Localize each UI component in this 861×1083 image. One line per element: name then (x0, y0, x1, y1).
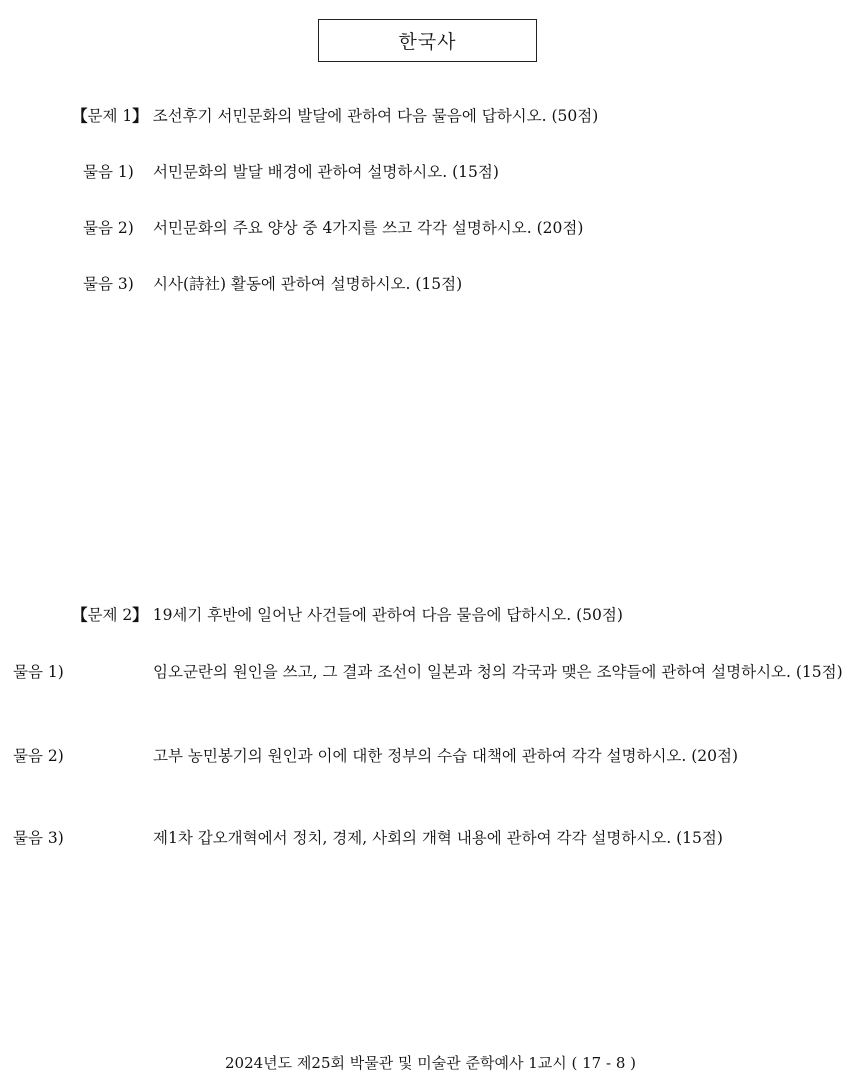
sub-text: 시사(詩社) 활동에 관하여 설명하시오. (15점) (153, 275, 463, 293)
question-2-heading (72, 605, 623, 625)
subject-title: 한국사 (398, 31, 457, 53)
sub-text: 제1차 갑오개혁에서 정치, 경제, 사회의 개혁 내용에 관하여 각각 설명하시오. (15점) (153, 829, 723, 847)
question-2-sub-1 (13, 658, 861, 686)
question-1-close-bracket: 】 (132, 106, 148, 125)
question-1-open-bracket: 【 (72, 106, 88, 125)
sub-label: 물음 1) (83, 163, 134, 181)
question-1-sub-2 (83, 218, 806, 238)
sub-label: 물음 2) (13, 747, 64, 765)
question-2-text: 19세기 후반에 일어난 사건들에 관하여 다음 물음에 답하시오. (50점) (147, 606, 623, 624)
question-2-close-bracket: 】 (132, 605, 148, 624)
sub-text: 서민문화의 주요 양상 중 4가지를 쓰고 각각 설명하시오. (20점) (153, 219, 584, 237)
sub-label: 물음 3) (83, 275, 134, 293)
question-2-sub-2 (13, 742, 861, 770)
sub-label: 물음 3) (13, 829, 64, 847)
question-2-open-bracket: 【 (72, 605, 88, 624)
question-2-label: 문제 2 (87, 606, 133, 624)
sub-text: 임오군란의 원인을 쓰고, 그 결과 조선이 일본과 청의 각국과 맺은 조약들에 관하여 설명하시오. (15점) (153, 663, 843, 681)
question-1-heading (72, 106, 598, 126)
page-footer: 2024년도 제25회 박물관 및 미술관 준학예사 1교시 ( 17 - 8 ) (225, 1054, 636, 1072)
sub-text: 고부 농민봉기의 원인과 이에 대한 정부의 수습 대책에 관하여 각각 설명하시오. (20점) (153, 747, 739, 765)
question-1-sub-1 (83, 162, 806, 182)
question-2-sub-3 (13, 824, 861, 852)
question-1-label: 문제 1 (87, 107, 133, 125)
sub-label: 물음 1) (13, 663, 64, 681)
subject-title-box (318, 19, 537, 62)
question-1-sub-3 (83, 274, 806, 294)
sub-text: 서민문화의 발달 배경에 관하여 설명하시오. (15점) (153, 163, 499, 181)
sub-label: 물음 2) (83, 219, 134, 237)
question-1-text: 조선후기 서민문화의 발달에 관하여 다음 물음에 답하시오. (50점) (147, 107, 599, 125)
